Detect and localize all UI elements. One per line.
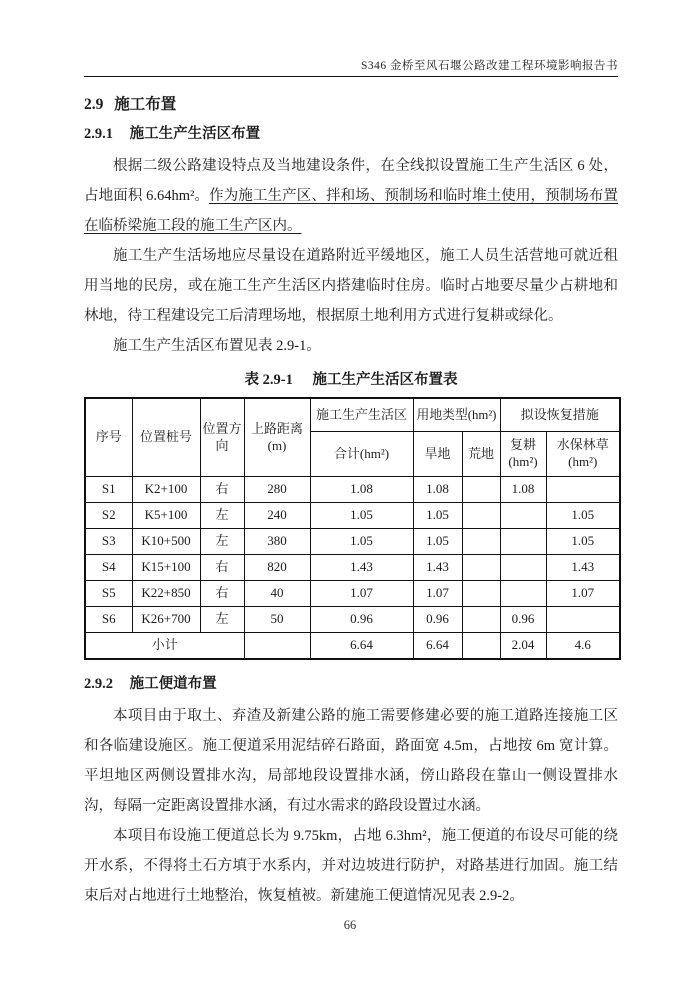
- section-heading-2-9-2: [84, 674, 618, 695]
- cell-dryland: 6.64: [413, 633, 462, 660]
- cell-reclaim: [500, 529, 546, 555]
- col-header-dryland: 旱地: [413, 432, 462, 477]
- para-table-reference: 施工生产生活区布置见表 2.9-1。: [113, 338, 321, 354]
- table-header-row-groups: [85, 398, 620, 432]
- cell-forest: 1.05: [546, 529, 620, 555]
- cell-dryland: 0.96: [413, 607, 462, 633]
- cell-total: 1.08: [310, 477, 413, 503]
- cell-wasteland: [462, 529, 500, 555]
- cell-stake: K2+100: [132, 477, 200, 503]
- col-header-distance: 上路距离(m): [244, 398, 310, 477]
- cell-direction: 右: [200, 555, 244, 581]
- cell-wasteland: [462, 555, 500, 581]
- cell-wasteland: [462, 477, 500, 503]
- cell-sn: S3: [85, 529, 132, 555]
- cell-reclaim: [500, 503, 546, 529]
- cell-direction: 左: [200, 503, 244, 529]
- cell-total: 0.96: [310, 607, 413, 633]
- col-header-forest: 水保林草(hm²): [546, 432, 620, 477]
- section-number: 2.9.2: [84, 676, 113, 692]
- report-header-title: S346 金桥至风石堰公路改建工程环境影响报告书: [360, 60, 618, 72]
- cell-dryland: 1.08: [413, 477, 462, 503]
- cell-wasteland: [462, 607, 500, 633]
- table-row: [85, 529, 620, 555]
- cell-total: 1.05: [310, 503, 413, 529]
- table-row: [85, 607, 620, 633]
- construction-area-layout-table: [84, 397, 621, 660]
- cell-reclaim: [500, 581, 546, 607]
- group-header-area: 施工生产生活区: [310, 398, 413, 432]
- cell-dryland: 1.05: [413, 529, 462, 555]
- cell-reclaim: [500, 555, 546, 581]
- cell-direction: 右: [200, 581, 244, 607]
- table-row: [85, 581, 620, 607]
- cell-stake: K15+100: [132, 555, 200, 581]
- para-underlined-text: 作为施工生产区、拌和场、预制场和临时堆土使用，预制场布置在临桥梁施工段的施工生产区内。: [84, 188, 618, 234]
- cell-distance: 50: [244, 607, 310, 633]
- para-road-overview: 本项目由于取土、弃渣及新建公路的施工需要修建必要的施工道路连接施工区和各临建设施区。施工便道采用泥结碎石路面，路面宽 4.5m，占地按 6m 宽计算。平坦地区两侧设置排水沟，局部地段设置排水涵，傍山路段在靠山一侧设置排水沟，每隔一定距离设置排水涵，有过水需求的路段设置过水涵。: [84, 708, 618, 814]
- cell-wasteland: [462, 633, 500, 660]
- cell-forest: [546, 607, 620, 633]
- section-heading-2-9: [84, 94, 618, 116]
- page-content: [84, 0, 618, 911]
- cell-forest: 1.07: [546, 581, 620, 607]
- cell-forest: 1.43: [546, 555, 620, 581]
- cell-total: 6.64: [310, 633, 413, 660]
- col-header-stake: 位置桩号: [132, 398, 200, 477]
- table-caption-title: 施工生产生活区布置表: [312, 372, 458, 388]
- cell-stake: K26+700: [132, 607, 200, 633]
- cell-forest: 4.6: [546, 633, 620, 660]
- table-row: [85, 503, 620, 529]
- cell-total: 1.43: [310, 555, 413, 581]
- para-site-selection: 施工生产生活场地应尽量设在道路附近平缓地区，施工人员生活营地可就近租用当地的民房，或在施工生产生活区内搭建临时住房。临时占地要尽量少占耕地和林地，待工程建设完工后清理场地，根据原土地利用方式进行复耕或绿化。: [84, 248, 618, 324]
- para-road-stats: 本项目布设施工便道总长为 9.75km，占地 6.3hm²，施工便道的布设尽可能的绕开水系，不得将土石方填于水系内，并对边坡进行防护，对路基进行加固。施工结束后对占地进行土地整治，恢复植被。新建施工便道情况见表 2.9-2。: [84, 828, 618, 904]
- cell-sn: S5: [85, 581, 132, 607]
- cell-wasteland: [462, 581, 500, 607]
- cell-distance: 820: [244, 555, 310, 581]
- cell-sn: S6: [85, 607, 132, 633]
- col-header-direction: 位置方向: [200, 398, 244, 477]
- section-number: 2.9.1: [84, 126, 113, 142]
- cell-distance: [244, 633, 310, 660]
- page-number: 66: [343, 918, 357, 932]
- cell-total: 1.07: [310, 581, 413, 607]
- cell-reclaim: 0.96: [500, 607, 546, 633]
- table-subtotal-row: [85, 633, 620, 660]
- cell-direction: 右: [200, 477, 244, 503]
- para-text: 根据二级公路建设特点及当地建设条件，在全线拟设置施工生产生活区 6 处，占地面积 6.64hm²。: [84, 158, 618, 204]
- cell-distance: 40: [244, 581, 310, 607]
- cell-wasteland: [462, 503, 500, 529]
- table-caption: [84, 368, 618, 389]
- cell-stake: K10+500: [132, 529, 200, 555]
- section-title: 施工生产生活区布置: [129, 126, 261, 142]
- cell-distance: 280: [244, 477, 310, 503]
- cell-direction: 左: [200, 607, 244, 633]
- para-area-overview: [84, 151, 618, 241]
- group-header-restore: 拟设恢复措施: [500, 398, 620, 432]
- section-title: 施工便道布置: [129, 676, 217, 692]
- cell-distance: 380: [244, 529, 310, 555]
- cell-reclaim: 1.08: [500, 477, 546, 503]
- cell-sn: S2: [85, 503, 132, 529]
- cell-distance: 240: [244, 503, 310, 529]
- report-header: [84, 0, 618, 77]
- cell-reclaim: 2.04: [500, 633, 546, 660]
- cell-total: 1.05: [310, 529, 413, 555]
- section-heading-2-9-1: [84, 124, 618, 145]
- cell-stake: K22+850: [132, 581, 200, 607]
- section-number: 2.9: [84, 96, 104, 113]
- cell-stake: K5+100: [132, 503, 200, 529]
- col-header-total: 合计(hm²): [310, 432, 413, 477]
- cell-sn: S1: [85, 477, 132, 503]
- section-title: 施工布置: [114, 96, 177, 113]
- cell-forest: [546, 477, 620, 503]
- table-caption-label: 表 2.9-1: [244, 372, 293, 388]
- col-header-wasteland: 荒地: [462, 432, 500, 477]
- group-header-landtype: 用地类型(hm²): [413, 398, 500, 432]
- col-header-reclaim: 复耕(hm²): [500, 432, 546, 477]
- cell-forest: 1.05: [546, 503, 620, 529]
- table-row: [85, 477, 620, 503]
- table-row: [85, 555, 620, 581]
- cell-dryland: 1.43: [413, 555, 462, 581]
- cell-subtotal-label: 小计: [85, 633, 244, 660]
- cell-dryland: 1.07: [413, 581, 462, 607]
- col-header-sn: 序号: [85, 398, 132, 477]
- cell-dryland: 1.05: [413, 503, 462, 529]
- cell-sn: S4: [85, 555, 132, 581]
- cell-direction: 左: [200, 529, 244, 555]
